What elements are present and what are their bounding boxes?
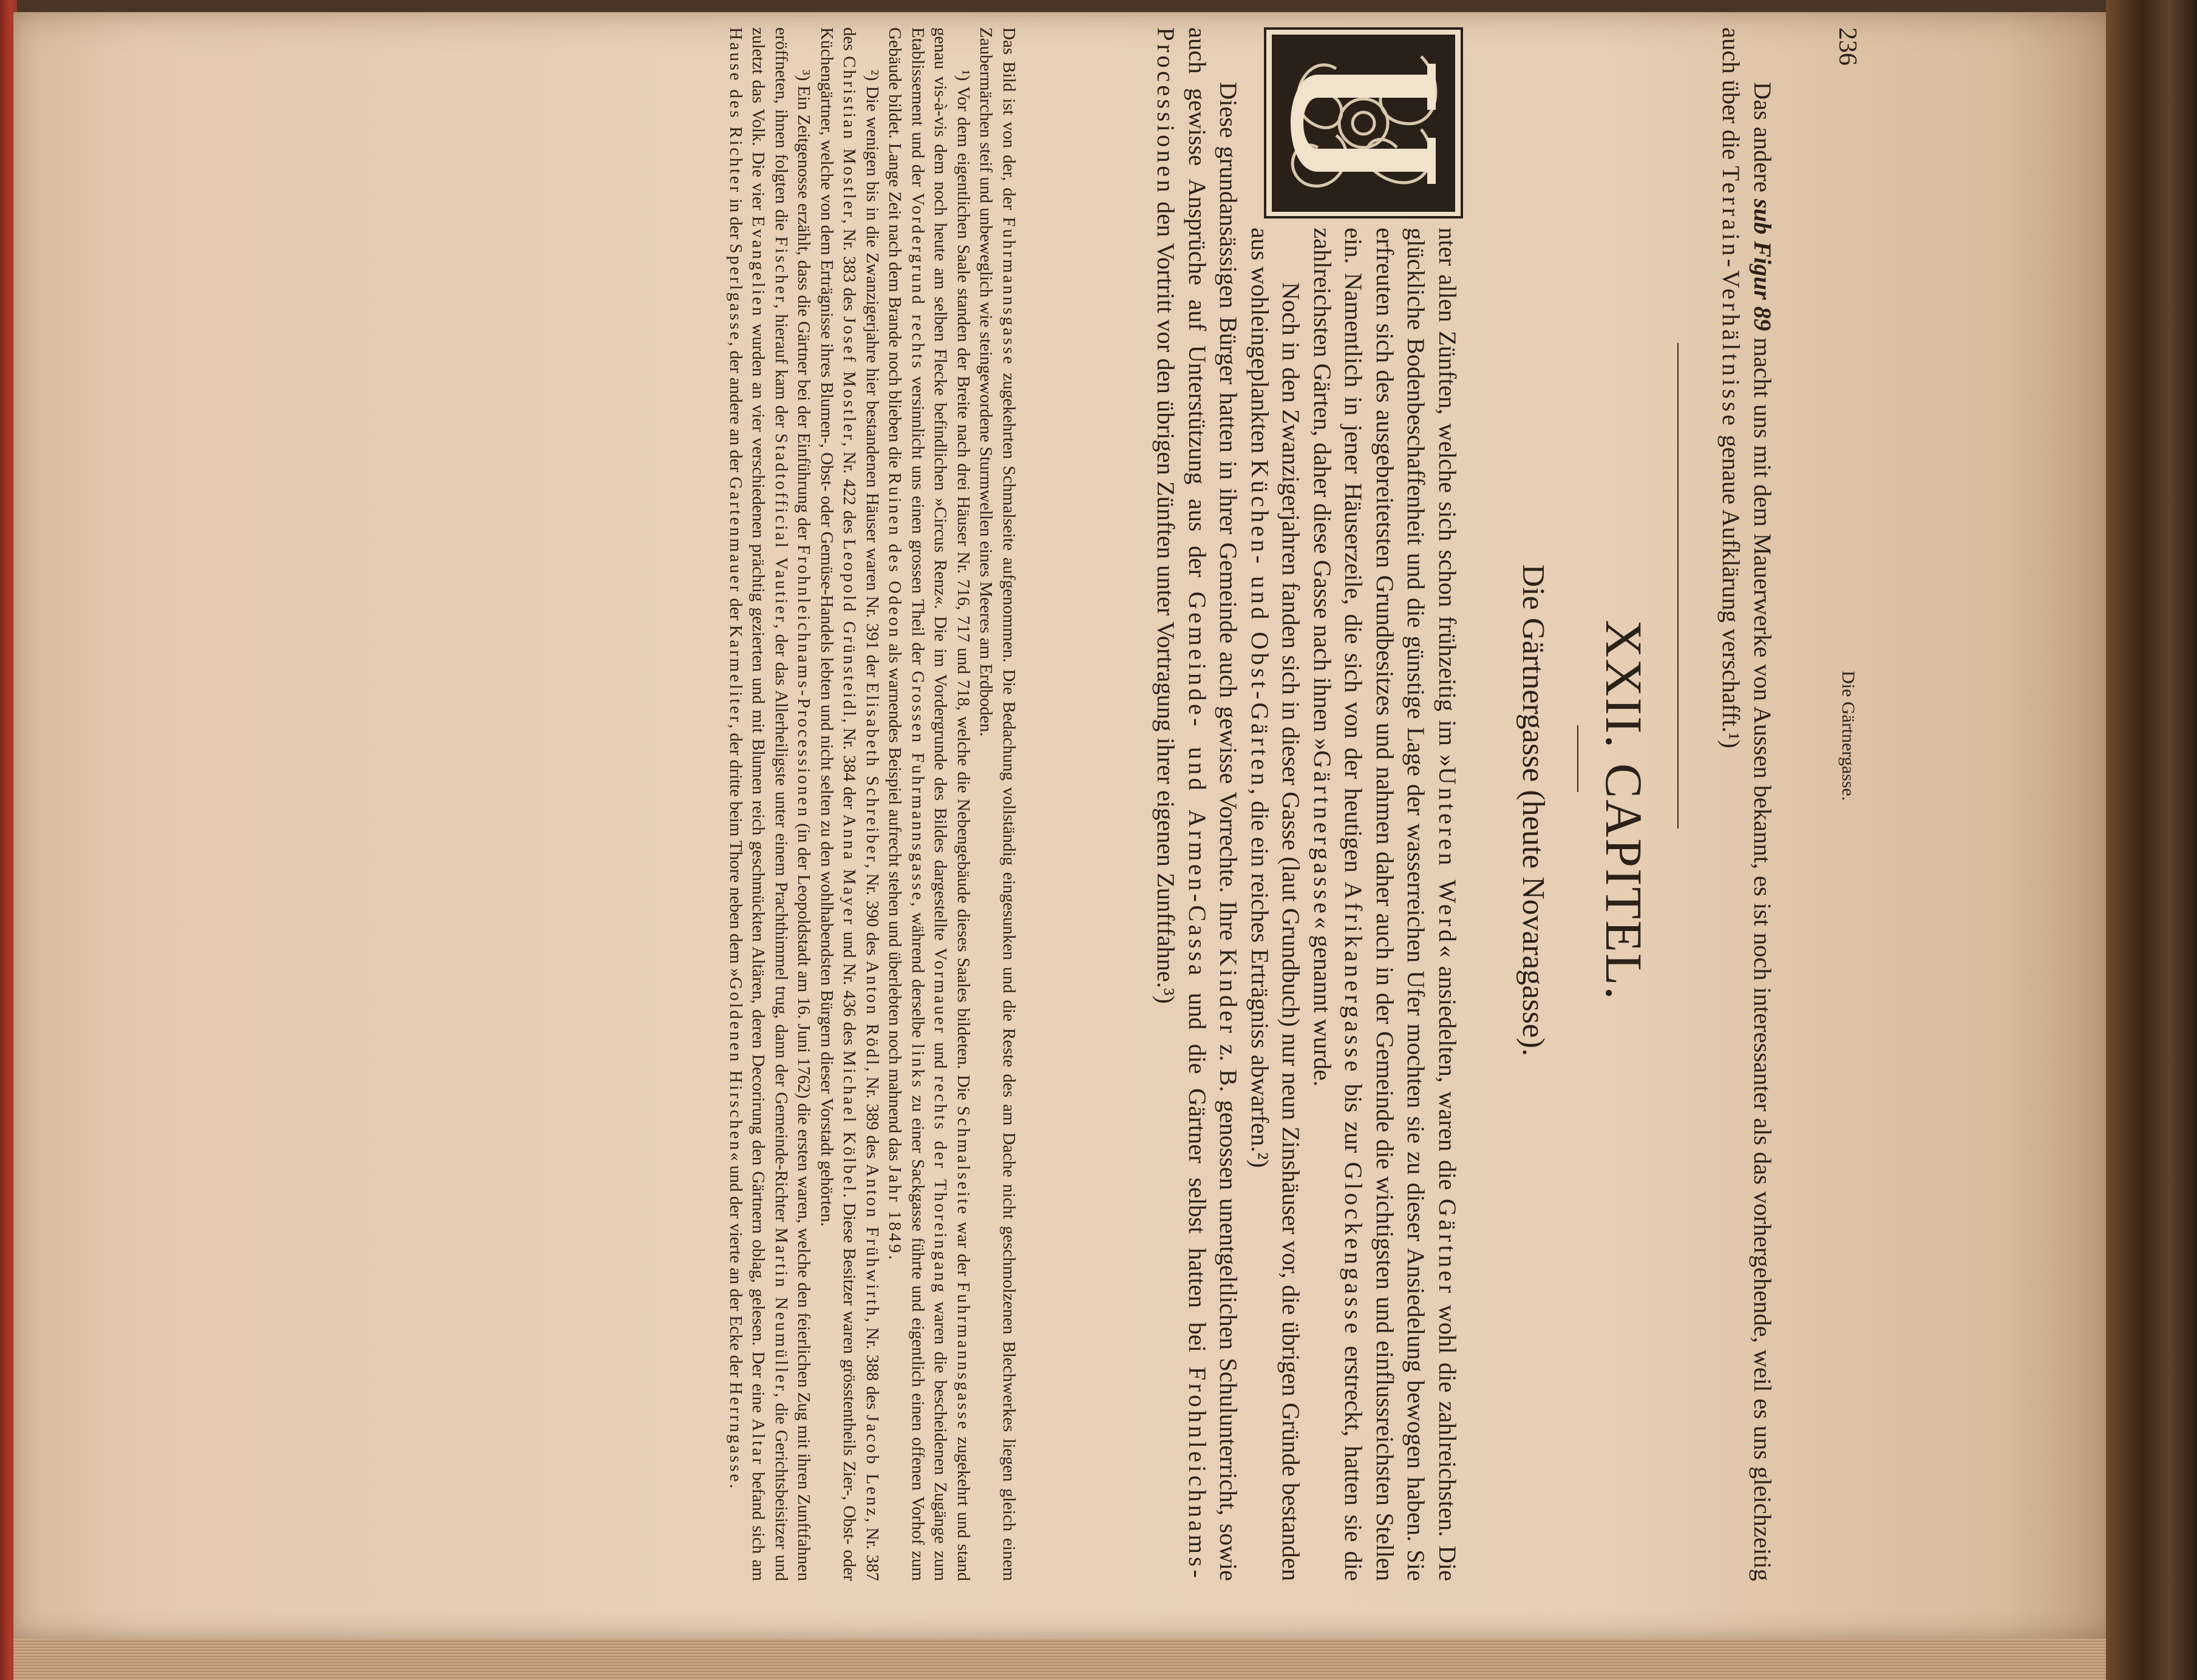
page-number: 236	[1833, 27, 1861, 66]
footnote-text: , Nr. 387 des	[840, 27, 882, 1582]
running-title: Die Gärtnergasse.	[1838, 671, 1858, 801]
spaced-term: Glockengasse	[1340, 1162, 1368, 1337]
footnote-text: , die Gerichtsbeisitzer und zuletzt das Volk. Die vier	[749, 27, 791, 1581]
spaced-term: Gartenmauer	[726, 476, 745, 594]
spaced-term: Vordergrund rechts	[908, 192, 928, 371]
footnote-text: , Nr. 384 der	[840, 718, 860, 815]
footnote-continuation	[974, 27, 1020, 1581]
spaced-term: Sperlgasse	[726, 243, 745, 342]
spaced-term: Herrngasse	[726, 1381, 745, 1485]
body-text: Diese grundansässigen Bürger hatten in ihrer Gemeinde auch gewisse Vorrechte. Ihre	[1215, 82, 1243, 949]
spaced-term: Kinder	[1215, 949, 1243, 1037]
spaced-term: Elisabeth Schreiber	[863, 682, 882, 864]
footnote-text: , Nr. 383 des	[840, 219, 860, 317]
footnote-text: «. Die im Vordergrunde des Bildes dargestellte	[931, 595, 951, 948]
spaced-term: Vormauer	[931, 947, 951, 1035]
footnote-text: ¹) Vor dem eigentlichen Saale standen der Breite nach drei Häuser Nr. 716, 717 und 718, welche die Nebengebäude dieses Saales bildeten. Die	[954, 70, 973, 1106]
footnote-1	[883, 27, 974, 1581]
body-text: bis zur	[1340, 1074, 1368, 1162]
body-text: « genannt wurde.	[1309, 916, 1336, 1087]
spaced-term: Leopold Grünsteidl	[840, 539, 860, 719]
body-text: nter allen Zünften, welche sich schon frühzeitig im »	[1434, 228, 1461, 767]
book-spine-shadow	[2106, 0, 2197, 1680]
footnote-text: , der dritte beim Thore neben dem »	[726, 724, 745, 977]
title-divider	[1577, 725, 1578, 792]
footnote-text: versinnlicht uns einen grossen Theil der	[908, 370, 928, 671]
footnote-text: (in der Leopoldstadt am 16. Juni 1762) die ersten waren, welche den feierlichen Zug mit ihren Zunftfahnen eröffneten, ihnen folgten die	[772, 27, 814, 1581]
body-paragraph-2	[1245, 27, 1307, 1581]
chapter-body	[1150, 27, 1463, 1581]
footnotes	[724, 27, 1020, 1581]
footnote-text: befand sich am	[749, 1466, 769, 1582]
body-text: den Vortritt vor den übrigen Zünften unter Vortragung ihrer eigenen Zunftfahne.³)	[1152, 195, 1180, 1004]
footnote-text: .	[726, 1484, 745, 1489]
body-text: und die Gärtner selbst hatten bei	[1184, 978, 1211, 1367]
spaced-term: Terrain-Verhältnisse	[1717, 166, 1745, 429]
body-text: , die ein reiches Erträgniss abwarfen.²)	[1246, 788, 1274, 1168]
footnote-text: , hierauf kam der	[772, 304, 791, 433]
footnote-text: und	[931, 1035, 951, 1076]
footnote-text: der	[726, 594, 745, 625]
spaced-term: Martin Neumüller	[772, 1227, 791, 1393]
spaced-term: Anna Mayer	[840, 814, 860, 927]
spaced-term: Josef Mostler	[840, 316, 860, 442]
body-text: z. B. genossen unentgeltlichen Schulunterricht, sowie auch gewisse Ansprüche auf Unterstützung aus der	[1184, 27, 1243, 1581]
footnote-text: Das Bild ist von der, der	[999, 27, 1019, 217]
print-area	[270, 27, 1867, 1630]
body-text: erstreckt, hatten sie die zahlreichsten Gärten, daher diese Gasse nach ihnen »	[1309, 228, 1368, 1582]
initial-spacer	[1259, 27, 1463, 228]
footnote-text: zugekehrten Schmalseite aufgenommen. Die Bedachung vollständig eingesunken und die Reste des am Dache nicht geschmolzenen Blechwerkes liegen gleich einem Zaubermärchen steif und unbeweglich wie steingewordene Sturmwellen eines Meeres am Erdboden.	[976, 27, 1019, 1581]
spaced-term: Evangelien	[749, 215, 769, 319]
footnote-text: Circus Renz	[931, 506, 951, 596]
footnote-text: in der	[726, 194, 745, 244]
chapter-title: XXII. CAPITEL.	[1595, 620, 1653, 1001]
spaced-term: rechts der Thoreingang	[931, 1075, 951, 1295]
body-paragraph-1	[1307, 27, 1464, 1581]
spaced-term: Schmalseite	[954, 1106, 973, 1216]
spaced-term: Christian Mostler	[840, 56, 860, 220]
spaced-term: links	[908, 1043, 928, 1089]
spaced-term: Goldenen Hirschen	[726, 977, 745, 1153]
spaced-term: Grossen Fuhrmannsgasse	[908, 671, 928, 903]
spaced-term: Unteren Werd	[1434, 767, 1461, 946]
body-text: wohl die zahlreichsten. Die glückliche Bodenbeschaffenheit und die günstige Lage der wasserreichen Ufer mochten sie zu dieser Ansiedelung bewogen haben. Sie erfreuten sich des ausgebreitetsten Grundbesitzes und nahmen daher auch in der Gemeinde die wichtigsten und einflussreichsten Stellen ein. Namentlich in jener Häuserzeile, die sich von der heutigen	[1340, 228, 1461, 1581]
footnote-text: waren die bescheidenen Zugänge zum Etablissement und der	[908, 27, 951, 1582]
spaced-term: Karmeliter	[726, 625, 745, 725]
footnote-text: ³) Ein Zeitgenosse erzählt, dass die Gärtner bei der Einführung der	[794, 70, 814, 545]
footnote-text: .	[885, 1255, 905, 1260]
intro-text: macht uns mit dem Mauerwerke von Aussen bekannt, es ist noch interessanter als das vorhergehende, weil es uns gleichzeitig auch über die	[1717, 27, 1777, 1581]
spaced-term: Altar	[749, 1418, 769, 1466]
footnote-text: wurden an vier verschiedenen prächtig gezierten und mit Blumen reich geschmückten Altären, deren Decorirung den Gärtnern oblag, gelesen. Der eine	[749, 318, 769, 1419]
footnote-text: , Nr. 388 des	[863, 1318, 882, 1415]
footnote-text: und Nr. 436 des	[840, 926, 860, 1051]
running-head	[1830, 27, 1867, 1593]
figure-reference: sub Figur 89	[1749, 198, 1777, 331]
spaced-term: Anton Rödl	[863, 960, 882, 1068]
body-text: Noch in den Zwanzigerjahren fanden sich in dieser Gasse (laut Grundbuch) nur neun Zinshäuser vor, die übrigen Gründe bestanden aus wohleingeplankten	[1246, 228, 1305, 1581]
spaced-term: Küchen- und Obst-Gärten	[1246, 459, 1274, 789]
body-paragraph-3	[1150, 27, 1245, 1581]
footnote-text: ²) Die wenigen bis in die Zwanzigerjahre hier bestandenen Häuser waren Nr. 391 der	[863, 70, 882, 683]
spaced-term: Fischer	[772, 236, 791, 305]
spaced-term: Frohnleichnams-Processionen	[794, 544, 814, 819]
footnote-text: zugekehrt und stand genau vis-à-vis dem noch heute am selben Flecke befindlichen »	[931, 27, 973, 1581]
footnote-text: , Nr. 390 des	[863, 864, 882, 961]
spaced-term: Michael Kölbel	[840, 1050, 860, 1194]
intro-text: Das andere	[1749, 82, 1777, 199]
page-block-edge	[13, 1639, 2132, 1680]
spaced-term: Gemeinde- und Armen-Cassa	[1184, 591, 1211, 979]
spaced-term: Gärtnergasse	[1309, 750, 1336, 917]
footnote-text: , Nr. 422 des	[840, 442, 860, 540]
footnote-3	[724, 27, 815, 1581]
spaced-term: Jacob Lenz	[863, 1414, 882, 1519]
footnote-text: als warnendes Beispiel aufrecht stehen und überlebten noch mahnend das	[885, 639, 905, 1166]
footnote-text: , der das Allerheiligste unter einem Prachthimmel trug, dann der Gemeinde-Richter	[772, 624, 791, 1228]
chapter-subtitle: Die Gärtnergasse (heute Novaragasse).	[1516, 564, 1550, 1057]
footnote-text: « und der vierte an der Ecke der	[726, 1152, 745, 1382]
spaced-term: Fuhrmannsgasse	[954, 1282, 973, 1432]
footnote-text: , der andere an der	[726, 342, 745, 477]
spaced-term: Stadtofficial Vautier	[772, 433, 791, 625]
spaced-term: Ruinen des Odeon	[885, 472, 905, 640]
spaced-term: Afrikanergasse	[1340, 881, 1368, 1075]
footnote-text: war der	[954, 1216, 973, 1282]
footnote-text: , Nr. 389 des	[863, 1067, 882, 1164]
intro-paragraph	[1716, 27, 1779, 1581]
intro-text: genaue Aufklärung verschafft.¹)	[1717, 428, 1745, 748]
spaced-term: Anton Frühwirth	[863, 1163, 882, 1318]
body-text: « ansiedelten, waren die	[1434, 945, 1461, 1199]
spaced-term: Gärtner	[1434, 1198, 1461, 1296]
spaced-term: Hause des Richter	[726, 27, 745, 195]
footnote-text: zu einer Sackgasse führte und eigentlich einen offenen Vorhof zum Gebäude bildet. Lange Zeit nach dem Brande noch blieben die	[885, 27, 928, 1581]
section-divider	[1677, 343, 1679, 828]
footnote-text: , während derselbe	[908, 902, 928, 1044]
footnote-2	[815, 27, 884, 1581]
footnote-text: . Diese Besitzer waren grösstentheils Zier-, Obst- oder Küchengärtner, welche von dem Erträgnisse ihres Blumen-, Obst- oder Gemüse-Handels lebten und nicht selten zu den wohlhabendsten Bürgern dieser Vorstadt gehörten.	[817, 27, 860, 1581]
rotated-page-content	[270, 27, 1867, 1630]
spaced-term: Jahr 1849	[885, 1165, 905, 1255]
spaced-term: Frohnleichnams-Processionen	[1152, 27, 1211, 1581]
spaced-term: Fuhrmannsgasse	[999, 217, 1019, 367]
